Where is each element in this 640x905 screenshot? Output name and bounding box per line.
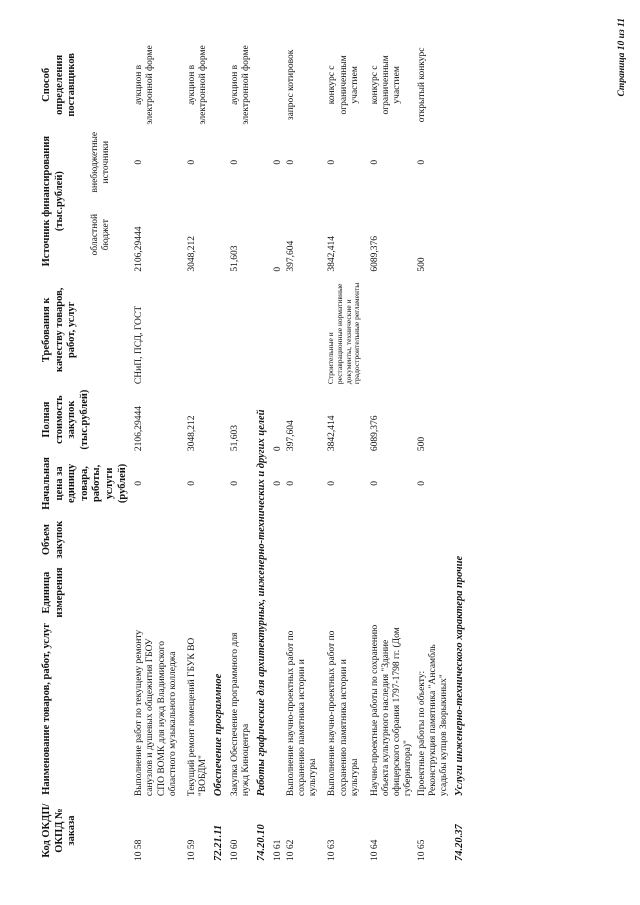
row-method: аукцион в электронной форме — [229, 45, 251, 125]
row-requirements — [369, 274, 416, 386]
row-extra: 0 — [229, 159, 240, 165]
header-method: Способ определения поставщиков — [41, 53, 78, 117]
row-total: 3842,414 — [327, 415, 338, 452]
row-total: 500 — [416, 436, 427, 452]
row-name: Проектные работы по объекту: Реконструкция памятника "Ансамбль усадьбы купцов Зворыкиных" — [416, 644, 450, 797]
row-regional: 3842,414 — [327, 235, 338, 272]
row-name: Выполнение научно-проектных работ по сохранению памятника истории и культуры — [285, 630, 319, 797]
group-code: 72.21.11 — [213, 824, 225, 861]
header-funding: Источник финансирования (тыс.рублей) — [41, 135, 65, 267]
row-total: 397,604 — [285, 420, 296, 452]
row-regional: 6089,376 — [369, 235, 380, 272]
row-regional: 51,603 — [229, 245, 240, 272]
row-code: 10 59 — [186, 839, 197, 861]
group-name: Обеспечение программное — [213, 673, 225, 797]
row-method — [272, 41, 285, 129]
row-requirements: Строительные и реставрационные нормативные документы, технические и градостроительные регламенты — [326, 282, 362, 385]
header-unit-price: Начальная цена за единицу товара, работы, услуги (рублей) — [41, 457, 128, 510]
row-method: запрос котировок — [285, 49, 296, 121]
row-extra: 0 — [186, 159, 197, 165]
table-row — [186, 41, 210, 863]
row-name: Научно-проектные работы по сохранению объекта культурного наследия "Здание офицерского собрания 1797-1798 гг. (Дом губернатора)" — [369, 624, 414, 797]
row-price: 0 — [229, 481, 240, 486]
row-code: 10 64 — [369, 839, 380, 861]
row-extra: 0 — [272, 159, 283, 165]
group-row — [210, 41, 228, 863]
row-code: 10 63 — [327, 839, 338, 861]
header-name: Наименование товаров, работ, услуг — [41, 623, 52, 795]
row-price: 0 — [327, 481, 338, 486]
row-price: 0 — [134, 481, 145, 486]
row-method: конкурс с ограниченным участием — [369, 55, 403, 115]
table-row — [133, 41, 180, 863]
procurement-table — [40, 41, 470, 863]
row-code: 10 58 — [134, 839, 145, 861]
header-funding-extra: внебюджетные источники — [89, 131, 111, 193]
row-method: аукцион в электронной форме — [186, 45, 209, 125]
row-total: 3048,212 — [186, 415, 197, 452]
row-price: 0 — [369, 481, 380, 486]
row-name: Выполнение работ по текущему ремонту санузлов и душевых общежития ГБОУ СПО ВОМК для нужд Владимирского областного музыкального колледжа — [134, 629, 178, 797]
table-row — [285, 41, 321, 863]
row-extra: 0 — [134, 159, 145, 165]
row-requirements — [229, 274, 253, 386]
row-total: 0 — [272, 446, 283, 452]
row-price: 0 — [186, 481, 197, 486]
group-name: Услуги инженерно-технического характера прочие — [454, 555, 466, 797]
header-unit: Единица измерения — [41, 567, 65, 618]
header-requirements: Требования к качеству товаров, работ, услуг — [41, 287, 78, 373]
row-name — [272, 620, 285, 798]
row-extra: 0 — [416, 159, 427, 165]
header-total: Полная стоимость закупок (тыс.рублей) — [41, 389, 90, 450]
row-requirements — [285, 274, 321, 386]
row-regional: 0 — [272, 266, 283, 272]
table-row — [272, 41, 285, 863]
row-total: 51,603 — [229, 424, 240, 452]
row-requirements — [272, 274, 285, 386]
row-price: 0 — [285, 481, 296, 486]
row-code: 10 65 — [416, 839, 427, 861]
group-code: 74.20.10 — [256, 824, 268, 861]
row-extra: 0 — [285, 159, 296, 165]
row-method: аукцион в электронной форме — [134, 45, 156, 125]
row-code: 10 60 — [229, 839, 240, 861]
group-row — [253, 41, 271, 863]
group-name: Работы графические для архитектурных, инженерно-технических и других целей — [256, 409, 268, 797]
row-regional: 3048,212 — [186, 235, 197, 272]
row-method: конкурс с ограниченным участием — [327, 55, 360, 115]
row-method: открытый конкурс — [416, 47, 427, 123]
row-requirements — [186, 274, 210, 386]
row-name: Закупка Обеспечение программного для нужд Киноцентра — [229, 632, 251, 797]
row-total: 6089,376 — [369, 415, 380, 452]
group-row — [451, 41, 469, 863]
row-name: Текущий ремонт помещений ГБУК ВО "ВОБДМ" — [186, 637, 209, 797]
header-row — [40, 41, 89, 863]
row-extra: 0 — [327, 159, 338, 165]
row-requirements: СНиП, ПСД, ГОСТ — [134, 305, 145, 385]
row-total: 2106,29444 — [134, 405, 145, 452]
header-code: Код ОКДП/ ОКПД № заказа — [41, 803, 78, 858]
row-requirements — [416, 274, 452, 386]
row-extra: 0 — [369, 159, 380, 165]
row-price: 0 — [272, 481, 283, 486]
table-row — [326, 41, 363, 863]
row-price: 0 — [416, 481, 427, 486]
header-volume: Объем закупок — [41, 520, 65, 559]
header-funding-regional: областной бюджет — [89, 213, 111, 256]
row-code: 10 62 — [285, 839, 296, 861]
group-code: 74.20.37 — [454, 824, 466, 861]
row-regional: 500 — [416, 257, 427, 272]
table-row — [416, 41, 452, 863]
row-regional: 2106,29444 — [134, 226, 145, 272]
table-row — [229, 41, 253, 863]
row-regional: 397,604 — [285, 240, 296, 272]
page-number: Страница 10 из 11 — [617, 18, 627, 97]
table-row — [369, 41, 416, 863]
row-name: Выполнение научно-проектных работ по сохранению памятника истории и культуры — [327, 630, 360, 797]
row-code: 10 61 — [272, 839, 283, 861]
